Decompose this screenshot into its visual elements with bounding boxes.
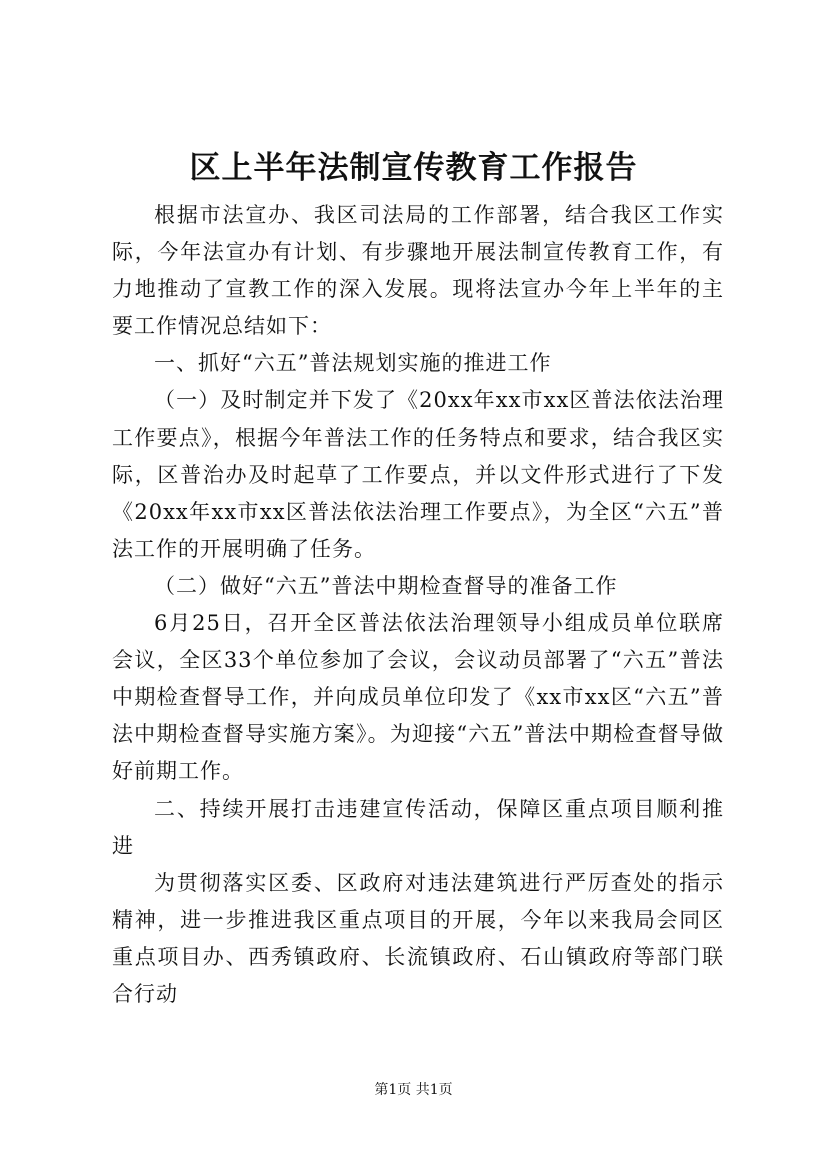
heading-section-2: 二、持续开展打击违建宣传活动，保障区重点项目顺利推进 <box>112 796 724 858</box>
paragraph-1-1: （一）及时制定并下发了《20xx年xx市xx区普法依法治理工作要点》，根据今年普法工作的任务特点和要求，结合我区实际，区普治办及时起草了工作要点，并以文件形式进行了下发《20xx年xx市xx区普法依法治理工作要点》，为全区“六五”普法工作的开展明确了任务。 <box>112 388 724 561</box>
heading-section-1: 一、抓好“六五”普法规划实施的推进工作 <box>154 351 552 376</box>
document-title: 区上半年法制宣传教育工作报告 <box>189 150 638 186</box>
paragraph-2: 为贯彻落实区委、区政府对违法建筑进行严厉查处的指示精神，进一步推进我区重点项目的开展，今年以来我局会同区重点项目办、西秀镇政府、长流镇政府、石山镇政府等部门联合行动 <box>112 870 724 1006</box>
page-footer: 第1页 共1页 <box>374 1082 453 1098</box>
document-body <box>112 197 724 1013</box>
paragraph-1-2: 6月25日，召开全区普法依法治理领导小组成员单位联席会议，全区33个单位参加了会议，会议动员部署了“六五”普法中期检查督导工作，并向成员单位印发了《xx市xx区“六五”普法中期检查督导实施方案》。为迎接“六五”普法中期检查督导做好前期工作。 <box>112 611 724 784</box>
paragraph-intro: 根据市法宣办、我区司法局的工作部署，结合我区工作实际，今年法宣办有计划、有步骤地开展法制宣传教育工作，有力地推动了宣教工作的深入发展。现将法宣办今年上半年的主要工作情况总结如下： <box>112 203 724 339</box>
heading-subsection-1-2: （二）做好“六五”普法中期检查督导的准备工作 <box>154 573 618 598</box>
